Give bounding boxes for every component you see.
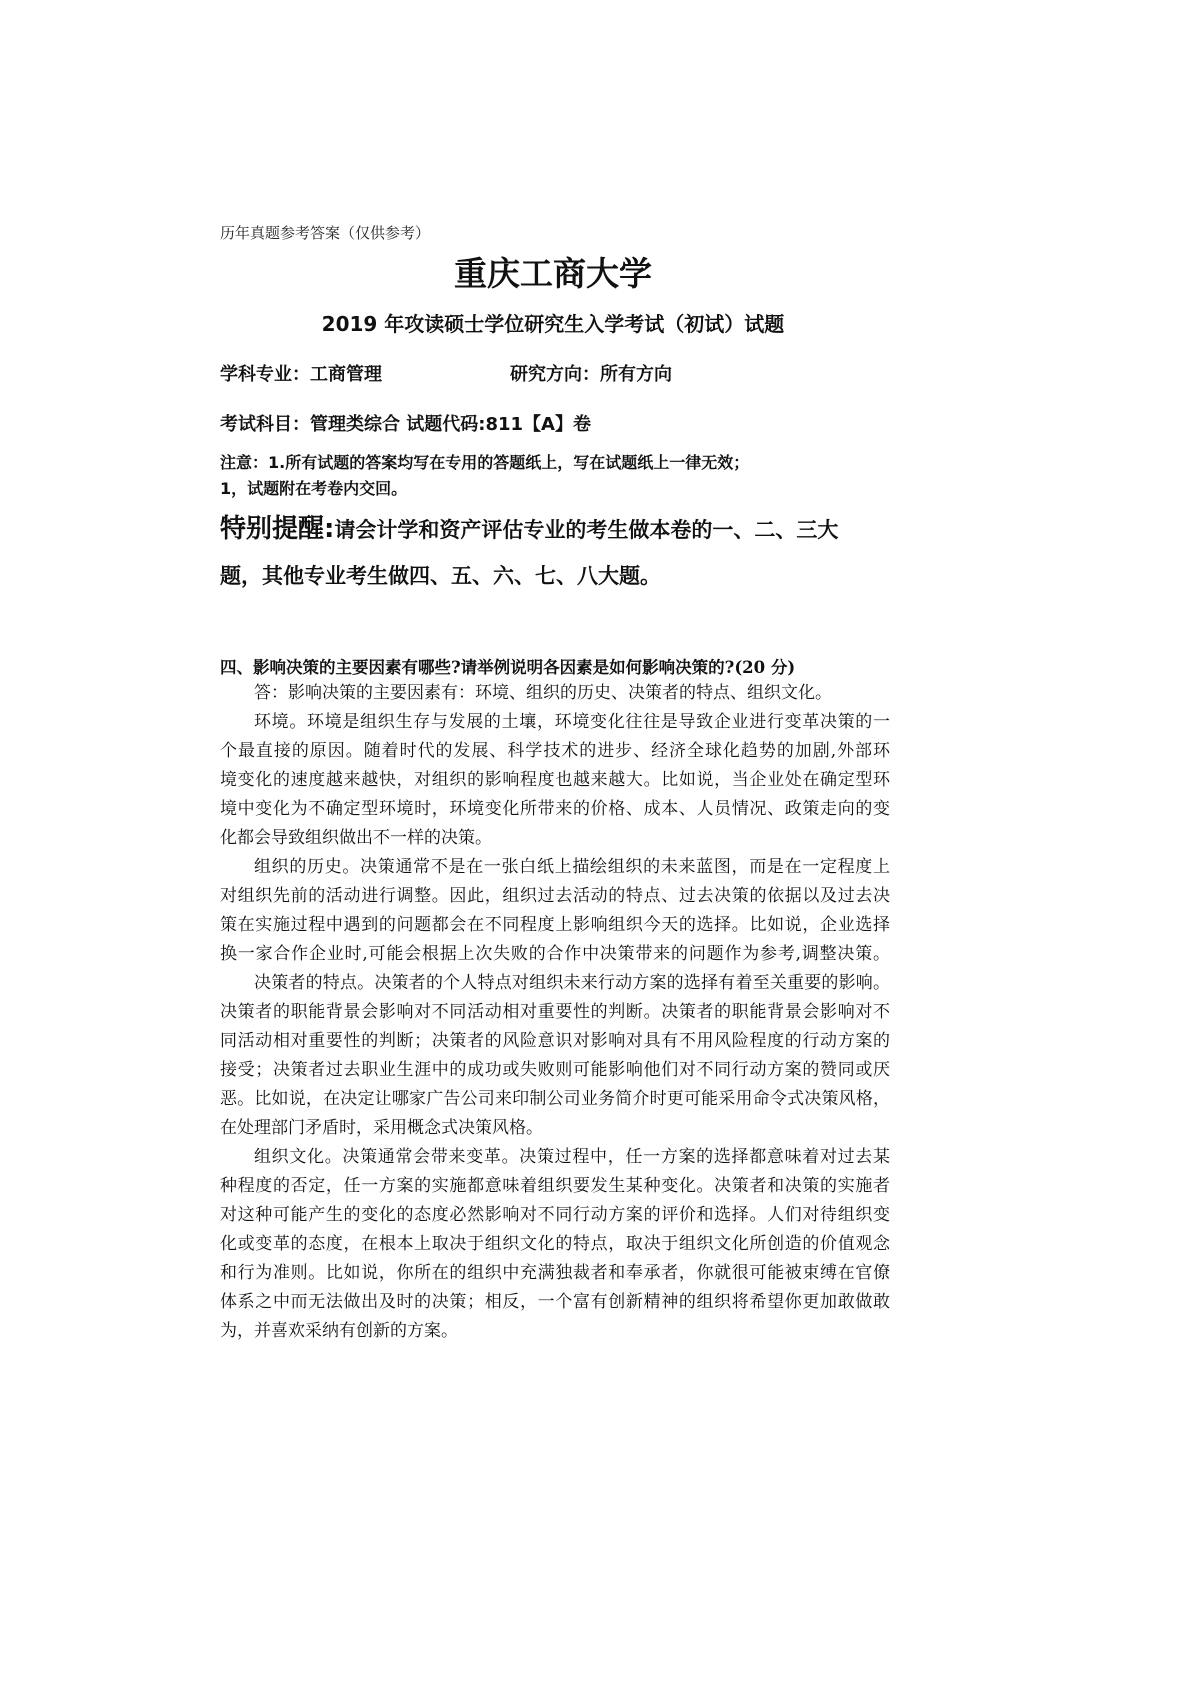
answer-line: 对这种可能产生的变化的态度必然影响对不同行动方案的评价和选择。人们对待组织变 xyxy=(220,1205,890,1225)
notice-line-2: 1，试题附在考卷内交回。 xyxy=(220,479,408,498)
answer-line: 境中变化为不确定型环境时，环境变化所带来的价格、成本、人员情况、政策走向的变 xyxy=(220,799,890,819)
answer-line: 在处理部门矛盾时，采用概念式决策风格。 xyxy=(220,1118,543,1138)
answer-line: 为，并喜欢采纳有创新的方案。 xyxy=(220,1321,458,1341)
page-title: 重庆工商大学 xyxy=(454,254,652,293)
answer-line: 化或变革的态度，在根本上取决于组织文化的特点，取决于组织文化所创造的价值观念 xyxy=(220,1234,890,1254)
answer-line: 组织的历史。决策通常不是在一张白纸上描绘组织的未来蓝图，而是在一定程度上 xyxy=(254,857,890,877)
notice-line-1: 注意：1.所有试题的答案均写在专用的答题纸上，写在试题纸上一律无效； xyxy=(220,453,750,472)
answer-line: 种程度的否定，任一方案的实施都意味着组织要发生某种变化。决策者和决策的实施者 xyxy=(220,1176,890,1196)
exam-subject: 考试科目：管理类综合 试题代码:811【A】卷 xyxy=(220,414,591,435)
answer-line: 同活动相对重要性的判断；决策者的风险意识对影响对具有不用风险程度的行动方案的 xyxy=(220,1031,890,1051)
answer-line: 体系之中而无法做出及时的决策；相反，一个富有创新精神的组织将希望你更加敢做敢 xyxy=(220,1292,890,1312)
answer-line: 恶。比如说，在决定让哪家广告公司来印制公司业务简介时更可能采用命令式决策风格， xyxy=(220,1089,890,1109)
research-direction: 研究方向：所有方向 xyxy=(510,364,672,385)
reminder-label: 特别提醒: xyxy=(220,514,335,544)
reminder-text-2: 题，其他专业考生做四、五、六、七、八大题。 xyxy=(220,564,661,588)
answer-line: 决策者的职能背景会影响对不同活动相对重要性的判断。决策者的职能背景会影响对不 xyxy=(220,1002,890,1022)
answer-line: 个最直接的原因。随着时代的发展、科学技术的进步、经济全球化趋势的加剧,外部环 xyxy=(220,741,890,761)
major-field: 学科专业：工商管理 xyxy=(220,364,382,385)
special-reminder xyxy=(220,508,838,545)
answer-line: 换一家合作企业时,可能会根据上次失败的合作中决策带来的问题作为参考,调整决策。 xyxy=(220,944,890,964)
answer-line: 策在实施过程中遇到的问题都会在不同程度上影响组织今天的选择。比如说，企业选择 xyxy=(220,915,890,935)
answer-line: 答：影响决策的主要因素有：环境、组织的历史、决策者的特点、组织文化。 xyxy=(254,683,832,703)
answer-line: 境变化的速度越来越快，对组织的影响程度也越来越大。比如说，当企业处在确定型环 xyxy=(220,770,890,790)
top-note: 历年真题参考答案（仅供参考） xyxy=(220,224,431,242)
question-heading: 四、影响决策的主要因素有哪些?请举例说明各因素是如何影响决策的?(20 分) xyxy=(220,658,796,677)
answer-line: 化都会导致组织做出不一样的决策。 xyxy=(220,828,492,848)
answer-line: 决策者的特点。决策者的个人特点对组织未来行动方案的选择有着至关重要的影响。 xyxy=(254,973,890,993)
answer-line: 环境。环境是组织生存与发展的土壤，环境变化往往是导致企业进行变革决策的一 xyxy=(254,712,890,732)
answer-line: 接受；决策者过去职业生涯中的成功或失败则可能影响他们对不同行动方案的赞同或厌 xyxy=(220,1060,890,1080)
answer-line: 对组织先前的活动进行调整。因此，组织过去活动的特点、过去决策的依据以及过去决 xyxy=(220,886,890,906)
exam-subtitle: 2019 年攻读硕士学位研究生入学考试（初试）试题 xyxy=(321,312,785,336)
reminder-text-1: 请会计学和资产评估专业的考生做本卷的一、二、三大 xyxy=(334,518,839,542)
answer-line: 和行为准则。比如说，你所在的组织中充满独裁者和奉承者，你就很可能被束缚在官僚 xyxy=(220,1263,890,1283)
answer-line: 组织文化。决策通常会带来变革。决策过程中，任一方案的选择都意味着对过去某 xyxy=(254,1147,890,1167)
